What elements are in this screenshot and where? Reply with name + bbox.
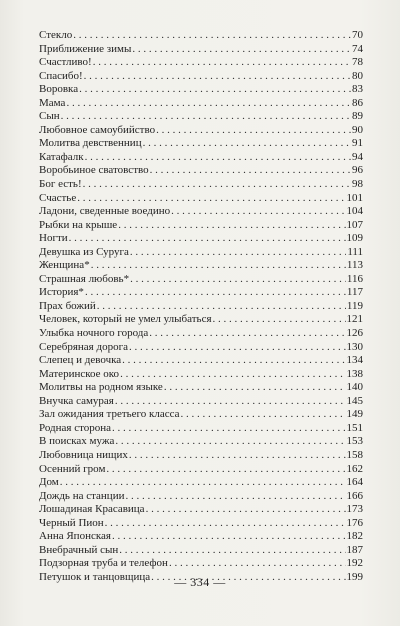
toc-leader-dots [115,395,346,409]
toc-leader-dots [60,476,346,490]
toc-entry-title: Материнское око [39,367,120,380]
toc-entry [39,70,363,84]
toc-entry-page: 176 [346,516,363,529]
toc-entry-page: 78 [352,56,363,69]
toc-entry-page: 166 [346,489,363,502]
toc-entry-page: 199 [346,570,363,583]
toc-leader-dots [130,273,346,287]
toc-leader-dots [77,192,345,206]
toc-leader-dots [181,408,346,422]
toc-leader-dots [85,286,346,300]
toc-entry-title: Петушок и танцовщица [39,570,151,583]
toc-entry-title: Любовница нищих [39,448,128,461]
toc-entry-title: Ногти [39,232,68,245]
toc-entry-page: 158 [346,448,363,461]
toc-entry-page: 119 [346,299,363,312]
toc-leader-dots [120,368,345,382]
toc-entry [39,178,363,192]
toc-leader-dots [171,205,345,219]
toc-entry [39,422,363,436]
toc-leader-dots [97,300,346,314]
toc-leader-dots [84,70,351,84]
toc-entry-page: 117 [346,286,363,299]
toc-entry-page: 187 [346,543,363,556]
toc-leader-dots [85,151,351,165]
toc-entry-title: Молитвы на родном языке [39,381,163,394]
toc-entry-page: 107 [346,218,363,231]
toc-leader-dots [79,83,351,97]
toc-entry-title: Воробьиное сватовство [39,164,149,177]
toc-leader-dots [105,517,346,531]
toc-leader-dots [93,56,351,70]
toc-entry-page: 121 [346,313,363,326]
toc-entry-page: 111 [347,245,363,258]
toc-entry [39,395,363,409]
toc-entry [39,124,363,138]
toc-entry [39,381,363,395]
toc-entry-title: Прах божий [39,299,96,312]
toc-entry [39,354,363,368]
toc-entry-page: 149 [346,408,363,421]
toc-leader-dots [119,544,345,558]
toc-entry-title: Молитва девственниц [39,137,142,150]
toc-entry [39,449,363,463]
toc-entry-title: История* [39,286,84,299]
toc-entry-title: Внебрачный сын [39,543,119,556]
toc-entry-title: Лошадиная Красавица [39,503,145,516]
toc-leader-dots [143,137,351,151]
toc-entry-title: Любовное самоубийство [39,123,156,136]
toc-entry [39,530,363,544]
toc-entry-title: Ладони, сведенные воедино [39,205,171,218]
toc-entry [39,164,363,178]
toc-entry-page: 138 [346,367,363,380]
toc-entry [39,517,363,531]
toc-entry-title: Человек, который не умел улыбаться [39,313,212,326]
toc-leader-dots [91,259,346,273]
toc-entry-page: 98 [352,178,363,191]
toc-entry-page: 182 [346,530,363,543]
toc-entry-page: 153 [346,435,363,448]
toc-entry [39,232,363,246]
toc-entry-title: Серебряная дорога [39,340,128,353]
toc-entry-title: Приближение зимы [39,42,132,55]
toc-entry [39,192,363,206]
toc-leader-dots [83,178,351,192]
toc-entry-page: 140 [346,381,363,394]
toc-entry-title: Слепец и девочка [39,354,122,367]
toc-entry-page: 80 [352,69,363,82]
toc-entry-title: Сын [39,110,60,123]
toc-entry [39,83,363,97]
toc-entry-page: 162 [346,462,363,475]
toc-entry-title: Катафалк [39,150,84,163]
toc-entry-title: Дождь на станции [39,489,125,502]
toc-entry [39,259,363,273]
toc-entry [39,151,363,165]
toc-entry-page: 90 [352,123,363,136]
toc-entry-page: 86 [352,96,363,109]
toc-entry-page: 96 [352,164,363,177]
toc-entry-page: 130 [346,340,363,353]
toc-entry [39,313,363,327]
toc-entry-page: 94 [352,150,363,163]
toc-entry-title: Женщина* [39,259,90,272]
toc-entry-title: Дом [39,476,59,489]
toc-entry-page: 109 [346,232,363,245]
toc-entry [39,97,363,111]
toc-entry-title: Черный Пион [39,516,104,529]
toc-entry-page: 74 [352,42,363,55]
toc-entry-title: Страшная любовь* [39,272,130,285]
toc-entry-page: 151 [346,421,363,434]
toc-leader-dots [169,557,346,571]
toc-entry-title: Подзорная труба и телефон [39,557,168,570]
toc-entry-title: Рыбки на крыше [39,218,118,231]
toc-leader-dots [115,435,345,449]
toc-leader-dots [106,463,345,477]
toc-entry-page: 83 [352,83,363,96]
toc-entry-title: Бог есть! [39,178,82,191]
toc-entry-title: Зал ожидания третьего класса [39,408,180,421]
toc-leader-dots [146,503,346,517]
toc-leader-dots [112,422,345,436]
toc-entry [39,408,363,422]
toc-leader-dots [118,219,345,233]
toc-entry-page: 91 [352,137,363,150]
toc-entry-title: Спасибо! [39,69,83,82]
table-of-contents [39,29,363,584]
toc-entry [39,341,363,355]
toc-leader-dots [66,97,351,111]
toc-entry [39,219,363,233]
toc-entry [39,503,363,517]
toc-entry [39,273,363,287]
toc-entry-page: 173 [346,503,363,516]
toc-entry [39,29,363,43]
toc-entry-title: Анна Японская [39,530,111,543]
toc-leader-dots [130,246,346,260]
toc-entry-title: Воровка [39,83,79,96]
toc-entry-page: 145 [346,394,363,407]
toc-entry [39,490,363,504]
toc-entry-page: 89 [352,110,363,123]
toc-entry-title: Счастливо! [39,56,92,69]
toc-entry-page: 116 [346,272,363,285]
toc-entry-title: В поисках мужа [39,435,115,448]
toc-entry [39,463,363,477]
toc-leader-dots [213,313,346,327]
toc-entry-title: Девушка из Суруга [39,245,129,258]
toc-entry-title: Родная сторона [39,421,112,434]
toc-entry-page: 126 [346,327,363,340]
toc-entry-title: Счастье [39,191,77,204]
toc-entry [39,56,363,70]
toc-leader-dots [122,354,345,368]
toc-entry [39,110,363,124]
toc-leader-dots [61,110,351,124]
toc-entry [39,557,363,571]
toc-entry-title: Улыбка ночного города [39,327,149,340]
toc-entry-page: 134 [346,354,363,367]
toc-leader-dots [125,490,345,504]
toc-entry [39,300,363,314]
toc-leader-dots [112,530,346,544]
toc-entry-page: 192 [346,557,363,570]
toc-entry-title: Мама [39,96,66,109]
toc-entry [39,246,363,260]
toc-leader-dots [150,164,351,178]
toc-entry [39,43,363,57]
toc-entry-title: Осенний гром [39,462,106,475]
toc-leader-dots [129,341,346,355]
toc-entry-title: Внучка самурая [39,394,114,407]
toc-entry [39,205,363,219]
toc-entry-page: 164 [346,476,363,489]
toc-entry-title: Стекло [39,29,73,41]
toc-leader-dots [69,232,346,246]
toc-leader-dots [156,124,351,138]
toc-entry [39,327,363,341]
toc-leader-dots [164,381,346,395]
toc-entry-page: 70 [352,29,363,41]
toc-leader-dots [73,29,351,43]
toc-entry [39,435,363,449]
toc-leader-dots [132,43,351,57]
toc-leader-dots [129,449,346,463]
toc-entry-page: 101 [346,191,363,204]
toc-entry [39,286,363,300]
toc-entry-page: 104 [346,205,363,218]
page-number: — 334 — [174,575,226,589]
toc-leader-dots [149,327,345,341]
toc-entry-page: 113 [346,259,363,272]
toc-entry [39,137,363,151]
toc-entry [39,544,363,558]
toc-entry [39,368,363,382]
toc-entry [39,476,363,490]
